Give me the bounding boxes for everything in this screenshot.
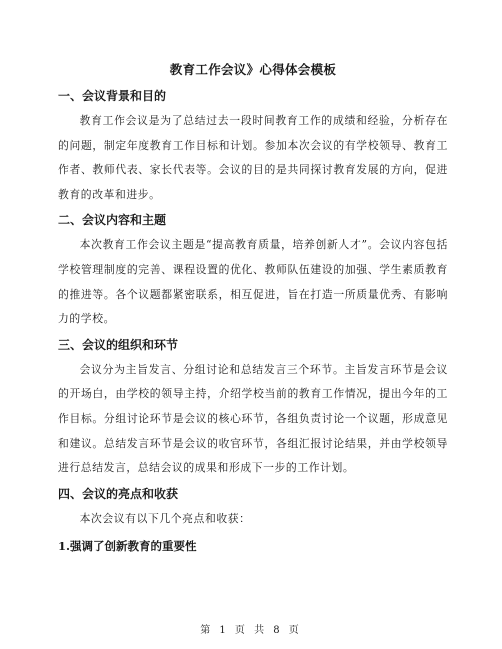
- subheading-innovation: 1.强调了创新教育的重要性: [58, 539, 197, 554]
- section-heading: 四、会议的亮点和收获: [58, 486, 179, 501]
- section-paragraph: 会议分为主旨发言、分组讨论和总结发言三个环节。主旨发言环节是会议的开场白，由学校的领导主持，介绍学校当前的教育工作情况，提出今年的工作目标。分组讨论环节是会议的核心环节，各组负责讨论一个议题，形成意见和建议。总结发言环节是会议的收官环节，各组汇报讨论结果，并由学校领导进行总结发言，总结会议的成果和形成下一步的工作计划。: [58, 362, 448, 475]
- document-content: [58, 60, 448, 557]
- section-heading: 一、会议背景和目的: [58, 89, 167, 103]
- section-highlights: [58, 484, 448, 532]
- page-number-footer: 第 1 页 共 8 页: [200, 625, 302, 636]
- section-heading: 三、会议的组织和环节: [58, 337, 179, 352]
- section-paragraph: 教育工作会议是为了总结过去一段时间教育工作的成绩和经验，分析存在的问题，制定年度教育工作目标和计划。参加本次会议的有学校领导、教育工作者、教师代表、家长代表等。会议的目的是共同探讨教育发展的方向，促进教育的改革和进步。: [58, 114, 448, 201]
- document-title: 教育工作会议》心得体会模板: [169, 62, 337, 77]
- section-content-theme: [58, 210, 448, 331]
- section-organization: [58, 335, 448, 481]
- section-heading: 二、会议内容和主题: [58, 213, 167, 228]
- section-background: [58, 86, 448, 207]
- section-paragraph: 本次会议有以下几个亮点和收获：: [79, 511, 251, 525]
- section-paragraph: 本次教育工作会议主题是“提高教育质量，培养创新人才”。会议内容包括学校管理制度的完善、课程设置的优化、教师队伍建设的加强、学生素质教育的推进等。各个议题都紧密联系，相互促进，旨在打造一所质量优秀、有影响力的学校。: [58, 238, 448, 326]
